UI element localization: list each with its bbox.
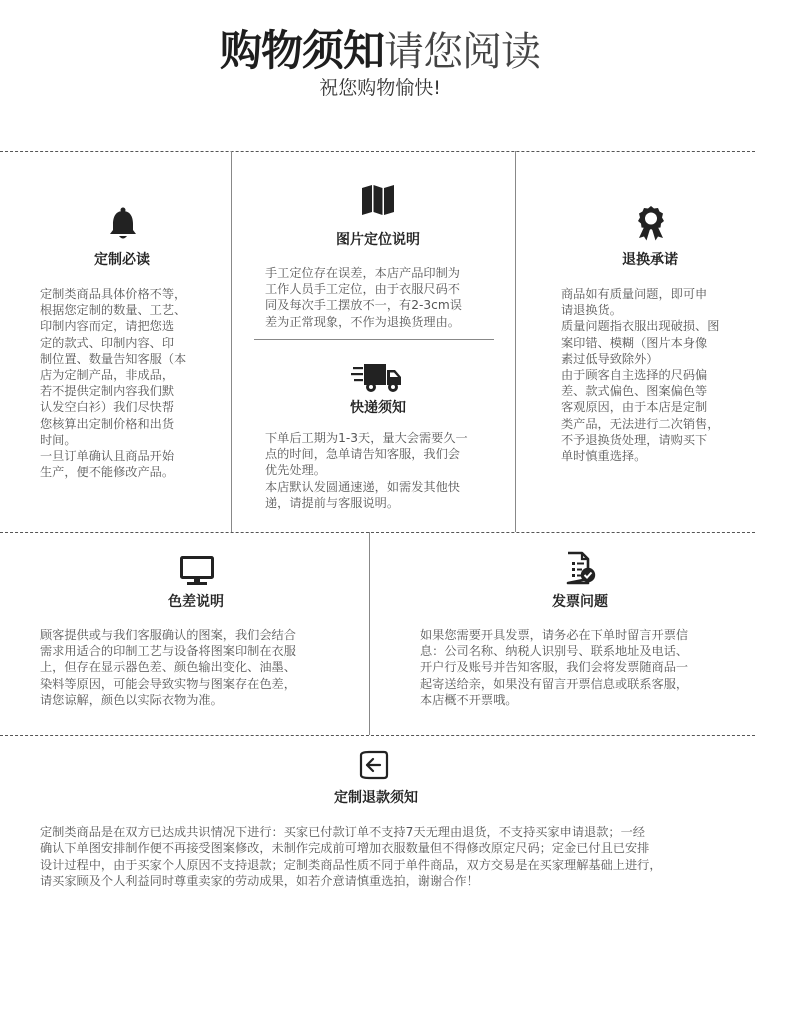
- divider-vertical-center: [369, 532, 370, 735]
- page-title-bold: 购物须知: [219, 26, 384, 75]
- return-promise-title: 退换承诺: [622, 252, 678, 268]
- bell-icon: [108, 207, 138, 241]
- refund-body: 定制类商品是在双方已达成共识情况下进行：买家已付款订单不支持7天无理由退货，不支持买家申请退款；一经 确认下单图安排制作便不再接受图案修改，未制作完成前可增加衣服数量但不得修改原定尺码；定金已付且已安排 设计过程中，由于买家个人原因不支持退款；定制类商品性质不同于单件商品，双方交易是在买家理解基础上进行， 请买家顾及个人利益同时尊重卖家的劳动成果，如若介意请慎重选拍，谢谢合作！: [40, 825, 662, 889]
- divider-vertical-left: [231, 151, 232, 532]
- invoice-check-icon: [566, 551, 596, 585]
- shipping-title: 快递须知: [350, 400, 406, 416]
- return-promise-body: 商品如有质量问题，即可申 请退换货。 质量问题指衣服出现破损、图 案印错、模糊（图片本身像 素过低导致除外） 由于顾客自主选择的尺码偏 差、款式偏色、图案偏色等 客观原因，由于本店是定制 类产品，无法进行二次销售， 不予退换货处理，请购买下 单时慎重选择。: [561, 287, 720, 464]
- divider-row-3: [0, 735, 755, 736]
- divider-middle-cell: [254, 339, 494, 340]
- color-difference-body: 顾客提供或与我们客服确认的图案，我们会结合 需求用适合的印制工艺与设备将图案印制在衣服 上，但存在显示器色差、颜色输出变化、油墨、 染料等原因，可能会导致实物与图案存在色差， 请您谅解，颜色以实际衣物为准。: [40, 628, 296, 707]
- truck-icon: [351, 362, 403, 394]
- page-subtitle: 祝您购物愉快!: [319, 77, 441, 99]
- divider-top: [0, 151, 755, 152]
- divider-vertical-right: [515, 151, 516, 532]
- custom-notice-title: 定制必读: [94, 252, 150, 268]
- custom-notice-body: 定制类商品具体价格不等， 根据您定制的数量、工艺、 印制内容而定，请把您选 定的款式、印制内容、印 制位置、数量告知客服（本 店为定制产品，非成品， 若不提供定制内容我们默 认发空白衫）我们尽快帮 您核算出定制价格和出货 时间。 一旦订单确认且商品开始 生产，便不能修改产品。: [40, 287, 187, 480]
- image-position-body: 手工定位存在误差，本店产品印制为 工作人员手工定位，由于衣服尺码不 同及每次手工摆放不一，有2-3cm误 差为正常现象，不作为退换货理由。: [265, 266, 462, 329]
- invoice-title: 发票问题: [552, 594, 608, 610]
- monitor-icon: [180, 556, 214, 586]
- invoice-body: 如果您需要开具发票，请务必在下单时留言开票信 息：公司名称、纳税人识别号、联系地址及电话、 开户行及账号并告知客服，我们会将发票随商品一 起寄送给亲，如果没有留言开票信息或联系客服， 本店概不开票哦。: [420, 628, 689, 707]
- map-icon: [361, 184, 395, 216]
- page-title: [0, 18, 760, 78]
- image-position-title: 图片定位说明: [336, 232, 420, 248]
- shipping-body: 下单后工期为1-3天，量大会需要久一 点的时间，急单请告知客服，我们会 优先处理。 本店默认发圆通速递，如需发其他快 递，请提前与客服说明。: [265, 431, 468, 510]
- refund-title: 定制退款须知: [334, 790, 418, 806]
- color-difference-title: 色差说明: [168, 594, 224, 610]
- divider-row-2: [0, 532, 755, 533]
- award-ribbon-icon: [635, 205, 667, 241]
- return-arrow-icon: [359, 750, 389, 780]
- page-title-light: 请您阅读: [384, 29, 540, 75]
